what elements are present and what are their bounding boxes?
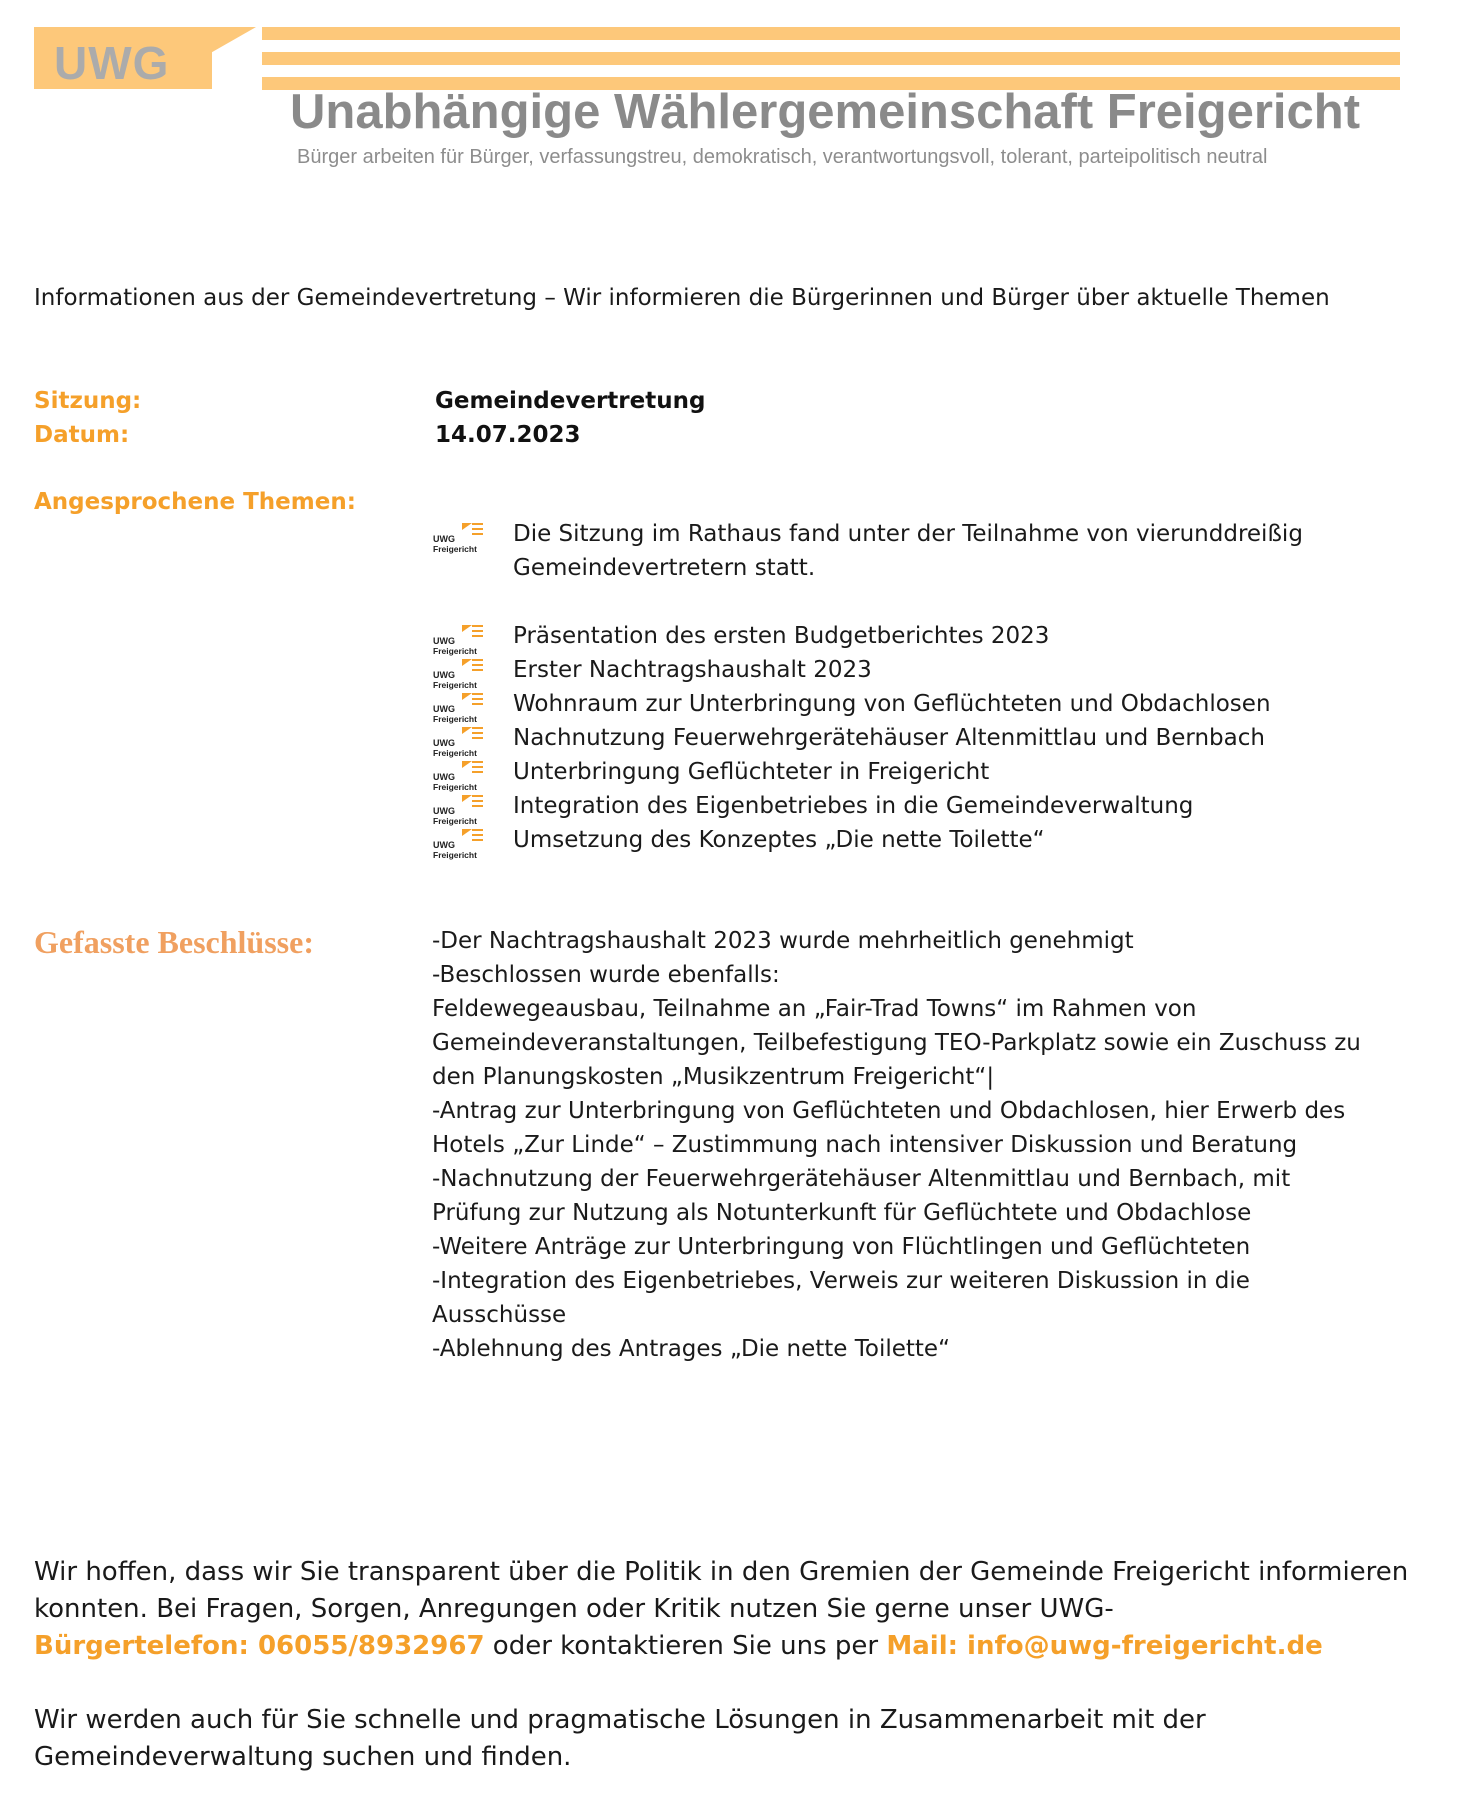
- date-value: 14.07.2023: [435, 422, 581, 448]
- topic-item: [432, 517, 1432, 585]
- organization-title: Unabhängige Wählergemeinschaft Freigericht: [290, 85, 1361, 139]
- decision-line: Hotels „Zur Linde“ – Zustimmung nach intensiver Diskussion und Beratung: [432, 1132, 1298, 1158]
- phone-link[interactable]: Bürgertelefon: 06055/8932967: [34, 1631, 485, 1661]
- decision-line: -Beschlossen wurde ebenfalls:: [432, 962, 780, 988]
- topic-text: Die Sitzung im Rathaus fand unter der Teilnahme von vierunddreißig Gemeindevertretern statt.: [513, 521, 1303, 581]
- uwg-logo-icon: UWG Freigericht: [432, 658, 484, 682]
- topic-item: [432, 619, 1432, 656]
- closing-text-middle: oder kontaktieren Sie uns per: [484, 1631, 887, 1661]
- uwg-logo-icon: UWG Freigericht: [432, 624, 484, 648]
- topic-item: [432, 823, 1432, 860]
- topic-item: [432, 789, 1432, 826]
- date-label: Datum:: [34, 422, 130, 448]
- uwg-logo-icon: UWG Freigericht: [432, 522, 484, 546]
- session-label: Sitzung:: [34, 388, 142, 414]
- decisions-label: Gefasste Beschlüsse:: [34, 924, 314, 960]
- decision-line: -Der Nachtragshaushalt 2023 wurde mehrheitlich genehmigt: [432, 928, 1134, 954]
- topic-item: [432, 687, 1432, 724]
- decision-line: Gemeindeveranstaltungen, Teilbefestigung TEO-Parkplatz sowie ein Zuschuss zu: [432, 1030, 1361, 1056]
- topic-text: Unterbringung Geflüchteter in Freigericht: [513, 759, 990, 785]
- topic-item: [432, 755, 1432, 792]
- decision-line: -Nachnutzung der Feuerwehrgerätehäuser Altenmittlau und Bernbach, mit: [432, 1166, 1291, 1192]
- uwg-logo-icon: UWG Freigericht: [432, 760, 484, 784]
- closing-final: Wir werden auch für Sie schnelle und pragmatische Lösungen in Zusammenarbeit mit der Gemeindeverwaltung suchen und finden.: [34, 1705, 1206, 1772]
- topic-item: [432, 721, 1432, 758]
- header-stripe: [262, 52, 1400, 65]
- topics-list: [432, 517, 1432, 860]
- closing-text: Wir hoffen, dass wir Sie transparent über die Politik in den Gremien der Gemeinde Freigericht informieren konnten. Bei Fragen, Sorgen, Anregungen oder Kritik nutzen Sie gerne unser UWG-: [34, 1557, 1409, 1624]
- organization-tagline: Bürger arbeiten für Bürger, verfassungstreu, demokratisch, verantwortungsvoll, tolerant, parteipolitisch neutral: [297, 146, 1268, 168]
- topic-text: Nachnutzung Feuerwehrgerätehäuser Altenmittlau und Bernbach: [513, 725, 1265, 751]
- uwg-logo-notch: [200, 27, 256, 59]
- topic-item: [432, 653, 1432, 690]
- decision-line: Prüfung zur Nutzung als Notunterkunft für Geflüchtete und Obdachlose: [432, 1200, 1252, 1226]
- uwg-logo-text: UWG: [54, 37, 170, 89]
- decisions-list: [432, 924, 1452, 1366]
- decision-line: Feldewegeausbau, Teilnahme an „Fair-Trad Towns“ im Rahmen von: [432, 996, 1197, 1022]
- topic-text: Integration des Eigenbetriebes in die Gemeindeverwaltung: [513, 793, 1194, 819]
- decision-line: -Ablehnung des Antrages „Die nette Toilette“: [432, 1336, 950, 1362]
- header-stripe: [262, 27, 1400, 40]
- topic-text: Umsetzung des Konzeptes „Die nette Toilette“: [513, 827, 1045, 853]
- decision-line: -Weitere Anträge zur Unterbringung von Flüchtlingen und Geflüchteten: [432, 1234, 1251, 1260]
- decision-line: -Antrag zur Unterbringung von Geflüchteten und Obdachlosen, hier Erwerb des: [432, 1098, 1346, 1124]
- uwg-logo-icon: UWG Freigericht: [432, 726, 484, 750]
- topic-text: Erster Nachtragshaushalt 2023: [513, 657, 872, 683]
- mail-link[interactable]: Mail: info@uwg-freigericht.de: [886, 1631, 1323, 1661]
- topic-text: Wohnraum zur Unterbringung von Geflüchteten und Obdachlosen: [513, 691, 1271, 717]
- uwg-logo-icon: UWG Freigericht: [432, 794, 484, 818]
- decision-line: Ausschüsse: [432, 1302, 567, 1328]
- decision-line: den Planungskosten „Musikzentrum Freigericht“|: [432, 1064, 995, 1090]
- uwg-logo-icon: UWG Freigericht: [432, 828, 484, 852]
- topic-text: Präsentation des ersten Budgetberichtes 2023: [513, 623, 1050, 649]
- closing-paragraph: [34, 1554, 1454, 1665]
- decision-line: -Integration des Eigenbetriebes, Verweis zur weiteren Diskussion in die: [432, 1268, 1250, 1294]
- intro-text: Informationen aus der Gemeindevertretung – Wir informieren die Bürgerinnen und Bürger über aktuelle Themen: [34, 285, 1330, 311]
- topics-label: Angesprochene Themen:: [34, 489, 356, 515]
- session-value: Gemeindevertretung: [435, 388, 706, 414]
- uwg-logo-icon: UWG Freigericht: [432, 692, 484, 716]
